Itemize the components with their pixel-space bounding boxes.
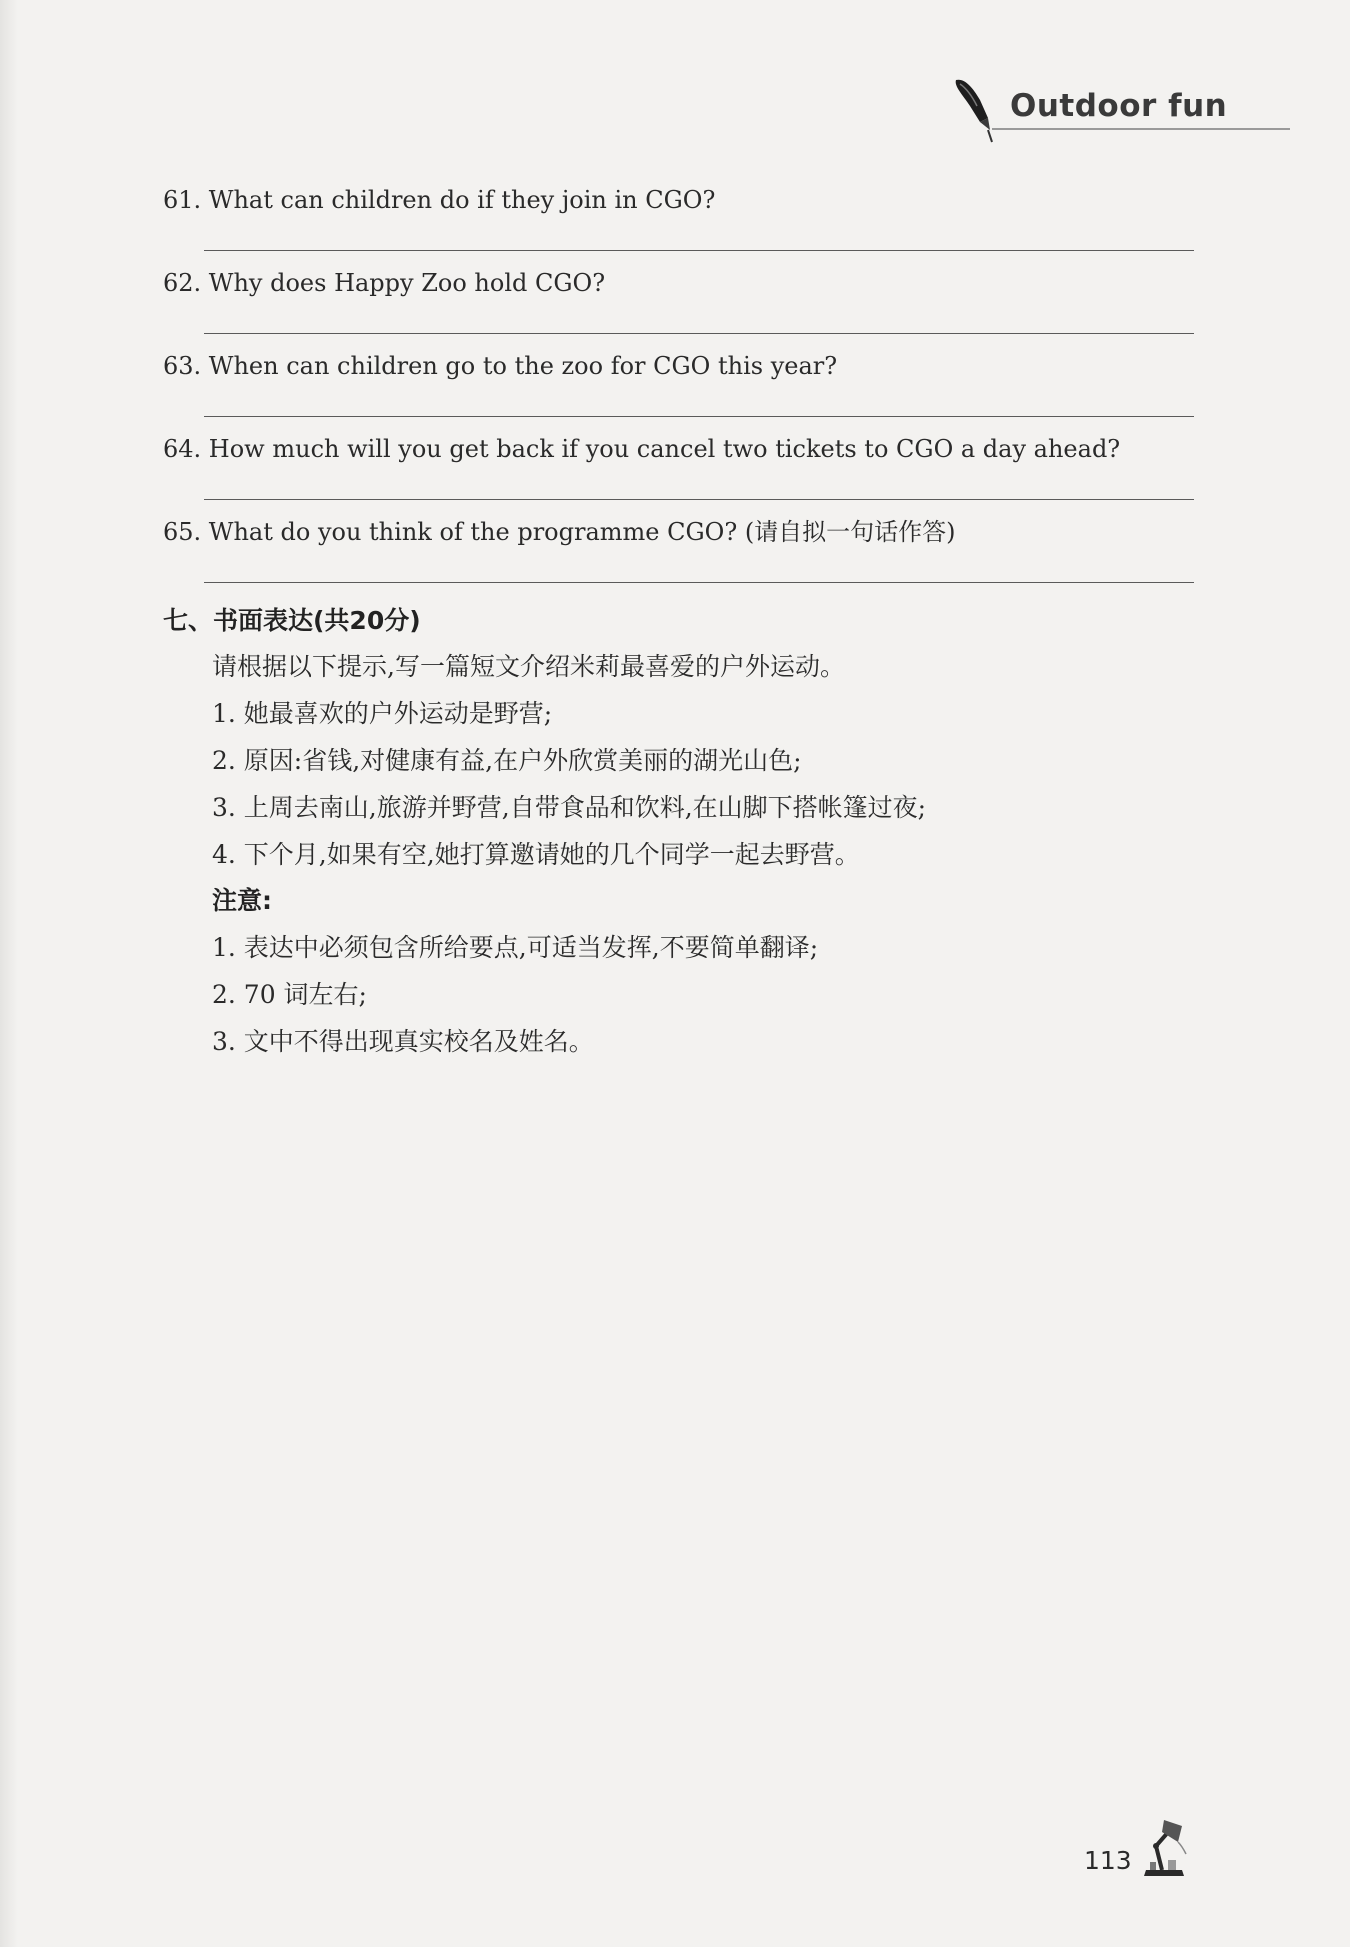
header-rule bbox=[992, 128, 1290, 130]
answer-line-64 bbox=[204, 499, 1194, 500]
question-65: 65. What do you think of the programme CGO? (请自拟一句话作答) bbox=[163, 518, 956, 546]
question-62: 62. Why does Happy Zoo hold CGO? bbox=[163, 269, 606, 297]
answer-line-65 bbox=[204, 582, 1194, 583]
writing-prompt: 请根据以下提示,写一篇短文介绍米莉最喜爱的户外运动。 bbox=[212, 652, 845, 681]
question-61: 61. What can children do if they join in CGO? bbox=[163, 186, 716, 214]
pen-nib-icon bbox=[950, 78, 998, 146]
writing-point-4: 4. 下个月,如果有空,她打算邀请她的几个同学一起去野营。 bbox=[212, 840, 860, 869]
question-64: 64. How much will you get back if you cancel two tickets to CGO a day ahead? bbox=[163, 435, 1121, 463]
writing-point-1: 1. 她最喜欢的户外运动是野营; bbox=[212, 699, 553, 728]
note-2: 2. 70 词左右; bbox=[212, 980, 367, 1009]
answer-line-63 bbox=[204, 416, 1194, 417]
writing-point-3: 3. 上周去南山,旅游并野营,自带食品和饮料,在山脚下搭帐篷过夜; bbox=[212, 793, 927, 822]
page-edge bbox=[0, 0, 18, 1947]
desk-lamp-icon bbox=[1134, 1816, 1194, 1880]
answer-line-62 bbox=[204, 333, 1194, 334]
note-1: 1. 表达中必须包含所给要点,可适当发挥,不要简单翻译; bbox=[212, 933, 819, 962]
question-63: 63. When can children go to the zoo for CGO this year? bbox=[163, 352, 838, 380]
answer-line-61 bbox=[204, 250, 1194, 251]
note-heading: 注意: bbox=[212, 886, 272, 915]
writing-point-2: 2. 原因:省钱,对健康有益,在户外欣赏美丽的湖光山色; bbox=[212, 746, 802, 775]
page-number: 113 bbox=[1084, 1846, 1132, 1875]
header-title: Outdoor fun bbox=[1010, 88, 1228, 124]
writing-section-heading: 七、书面表达(共20分) bbox=[163, 606, 421, 635]
page-header bbox=[950, 78, 1350, 148]
note-3: 3. 文中不得出现真实校名及姓名。 bbox=[212, 1027, 594, 1056]
